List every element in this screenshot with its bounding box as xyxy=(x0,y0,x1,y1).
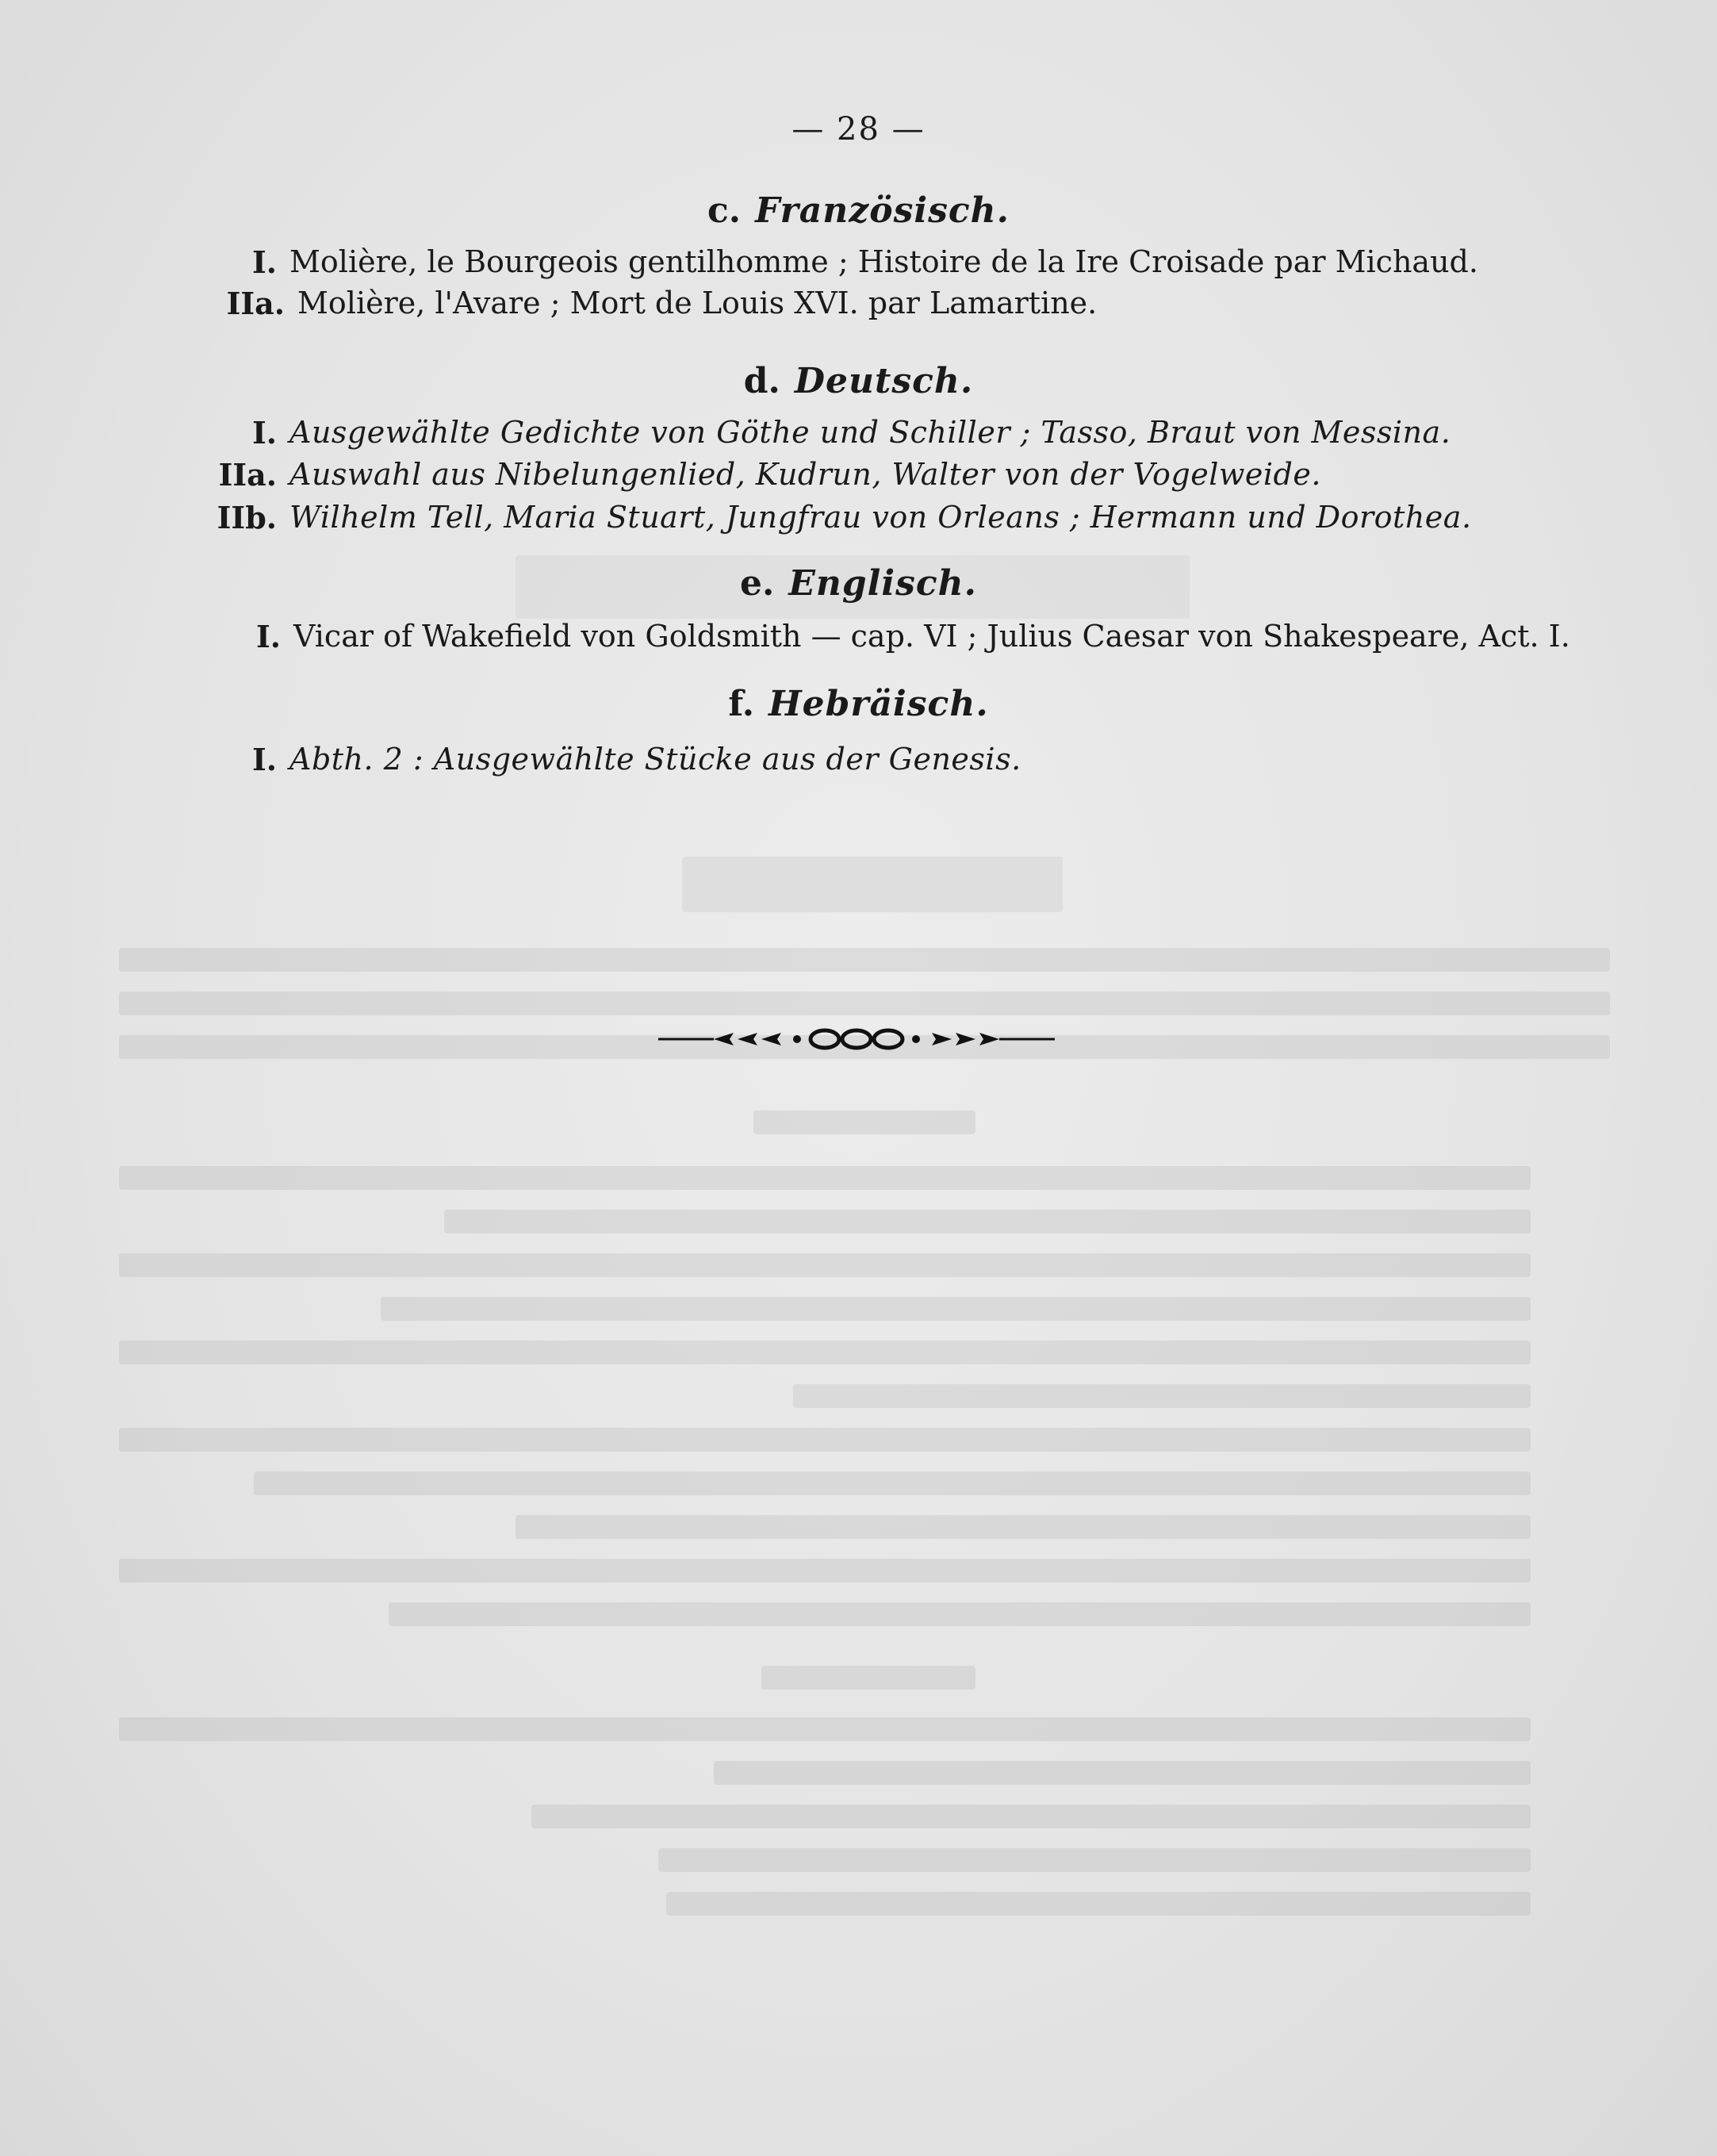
entry-number: I. xyxy=(251,244,277,280)
section-title: Englisch. xyxy=(788,563,977,604)
section-heading-deutsch xyxy=(0,361,1717,401)
entry-number: IIb. xyxy=(217,500,277,535)
entry-text: Abth. 2 : Ausgewählte Stücke aus der Genesis. xyxy=(289,742,1021,777)
divider-flourish-icon xyxy=(658,1023,1055,1055)
section-heading-franzoesisch xyxy=(0,190,1717,231)
section-letter: e. xyxy=(740,563,775,604)
section-letter: f. xyxy=(728,684,755,724)
section-heading-hebraeisch xyxy=(0,684,1717,724)
entry-number: IIa. xyxy=(226,286,285,321)
entry-text: Auswahl aus Nibelungenlied, Kudrun, Walter von der Vogelweide. xyxy=(289,457,1321,492)
section-heading-englisch xyxy=(0,563,1717,604)
entry-number: I. xyxy=(255,619,281,654)
section-title: Deutsch. xyxy=(794,361,974,401)
entry-number: I. xyxy=(251,742,277,777)
entry-number: I. xyxy=(251,415,277,451)
section-title: Hebräisch. xyxy=(768,684,989,724)
entry-text: Ausgewählte Gedichte von Göthe und Schiller ; Tasso, Braut von Messina. xyxy=(289,415,1451,450)
entry-text: Wilhelm Tell, Maria Stuart, Jungfrau von Orleans ; Hermann und Dorothea. xyxy=(289,500,1472,535)
section-title: Französisch. xyxy=(755,190,1010,231)
entry-text: Molière, le Bourgeois gentilhomme ; Histoire de la Ire Croisade par Michaud. xyxy=(289,244,1478,279)
entry-text: Vicar of Wakefield von Goldsmith — cap. VI ; Julius Caesar von Shakespeare, Act. I. xyxy=(293,619,1570,654)
section-letter: c. xyxy=(707,190,742,231)
entry-text: Molière, l'Avare ; Mort de Louis XVI. par Lamartine. xyxy=(297,286,1098,320)
section-letter: d. xyxy=(743,361,780,401)
page-number: — 28 — xyxy=(791,111,926,148)
entry-number: IIa. xyxy=(218,457,277,493)
